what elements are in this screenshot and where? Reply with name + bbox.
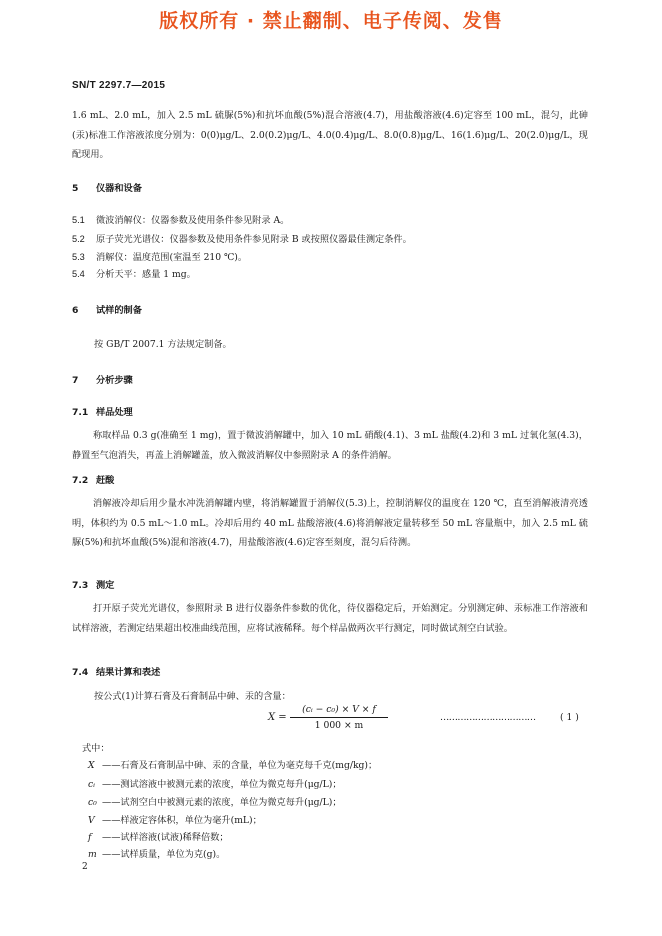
item-text: 分析天平：感量 1 mg。 xyxy=(96,269,196,280)
variable-desc: ——试剂空白中被测元素的浓度，单位为微克每升(μg/L)； xyxy=(102,797,342,808)
variable-symbol: X xyxy=(88,760,95,771)
section-7-3-heading xyxy=(72,577,114,591)
formula-fraction xyxy=(290,704,388,731)
section-number: 7.1 xyxy=(72,407,89,418)
section-7-1-heading xyxy=(72,404,133,418)
variable-desc: ——样液定容体积，单位为毫升(mL)； xyxy=(102,815,262,826)
variable-symbol: V xyxy=(88,815,95,826)
where-label: 式中： xyxy=(82,743,110,754)
item-5-2 xyxy=(72,231,412,245)
section-number: 6 xyxy=(72,305,79,316)
variable-row xyxy=(88,794,342,808)
section-title: 仪器和设备 xyxy=(96,183,142,194)
section-5-heading xyxy=(72,180,142,194)
section-7-2-text: 消解液冷却后用少量水冲洗消解罐内壁，将消解罐置于消解仪(5.3)上，控制消解仪的温度在 120 ℃，直至消解液清亮透明，体积约为 0.5 mL～1.0 mL。冷却后用约 40 mL 盐酸溶液(4.6)将消解液定量转移至 50 mL 容量瓶中，加入 2.5 mL 硫脲(5%)和抗坏血酸(5%)混和溶液(4.7)，用盐酸溶液(4.6)定容至刻度，混匀后待测。 xyxy=(72,498,588,548)
formula-lhs: X = xyxy=(268,712,287,723)
item-number: 5.4 xyxy=(72,269,85,279)
formula-number: ( 1 ) xyxy=(560,712,579,723)
item-text: 消解仪：温度范围(室温至 210 ℃)。 xyxy=(96,252,248,263)
formula-leader-dots: …………………………… xyxy=(440,712,536,723)
item-5-1 xyxy=(72,212,289,226)
section-number: 7.3 xyxy=(72,580,89,591)
section-number: 7.4 xyxy=(72,667,89,678)
section-title: 测定 xyxy=(96,580,115,591)
variable-desc: ——试样溶液(试液)稀释倍数； xyxy=(102,832,229,843)
variable-desc: ——试样质量，单位为克(g)。 xyxy=(102,849,226,860)
item-text: 原子荧光光谱仪：仪器参数及使用条件参见附录 B 或按照仪器最佳测定条件。 xyxy=(96,234,412,245)
variable-row xyxy=(88,776,342,790)
section-title: 赶酸 xyxy=(96,475,115,486)
item-5-3 xyxy=(72,249,247,263)
variable-row xyxy=(88,846,225,860)
variable-symbol: f xyxy=(88,832,92,843)
item-text: 微波消解仪：仪器参数及使用条件参见附录 A。 xyxy=(96,215,290,226)
variable-symbol: c₀ xyxy=(88,797,97,808)
item-number: 5.1 xyxy=(72,215,85,225)
item-5-4 xyxy=(72,266,196,280)
section-number: 7.2 xyxy=(72,475,89,486)
section-title: 试样的制备 xyxy=(96,305,142,316)
variable-row xyxy=(88,757,377,771)
section-title: 结果计算和表述 xyxy=(96,667,161,678)
intro-paragraph: 1.6 mL、2.0 mL，加入 2.5 mL 硫脲(5%)和抗坏血酸(5%)混合溶液(4.7)，用盐酸溶液(4.6)定容至 100 mL，混匀，此砷(汞)标准工作溶液浓度分别为：0(0)μg/L、2.0(0.2)μg/L、4.0(0.4)μg/L、8.0(0.8)μg/L、16(1.6)μg/L、20(2.0)μg/L，现配现用。 xyxy=(72,110,588,160)
variable-desc: ——石膏及石膏制品中砷、汞的含量，单位为毫克每千克(mg/kg)； xyxy=(102,760,378,771)
variable-row xyxy=(88,812,262,826)
variable-desc: ——测试溶液中被测元素的浓度，单位为微克每升(μg/L)； xyxy=(102,779,342,790)
section-title: 样品处理 xyxy=(96,407,133,418)
standard-code: SN/T 2297.7—2015 xyxy=(72,80,166,91)
section-7-heading xyxy=(72,372,133,386)
variable-symbol: cᵢ xyxy=(88,779,95,790)
section-7-4-heading xyxy=(72,664,160,678)
section-number: 5 xyxy=(72,183,79,194)
formula-denominator: 1 000 × m xyxy=(314,720,364,731)
item-number: 5.3 xyxy=(72,252,85,262)
variable-symbol: m xyxy=(88,849,97,860)
section-6-text: 按 GB/T 2007.1 方法规定制备。 xyxy=(94,339,232,350)
section-6-heading xyxy=(72,302,142,316)
watermark-banner: 版权所有 · 禁止翻制、电子传阅、发售 xyxy=(159,10,503,32)
section-7-1-text: 称取样品 0.3 g(准确至 1 mg)，置于微波消解罐中，加入 10 mL 硝酸(4.1)、3 mL 盐酸(4.2)和 3 mL 过氧化氢(4.3)，静置至气泡消失，再盖上消解罐盖，放入微波消解仪中参照附录 A 的条件消解。 xyxy=(72,430,588,461)
section-7-4-intro: 按公式(1)计算石膏及石膏制品中砷、汞的含量： xyxy=(94,691,291,702)
item-number: 5.2 xyxy=(72,234,85,244)
section-title: 分析步骤 xyxy=(96,375,133,386)
page-number: 2 xyxy=(82,862,88,872)
variable-row xyxy=(88,829,229,843)
formula-1 xyxy=(72,704,588,738)
formula-numerator: (cᵢ − c₀) × V × f xyxy=(290,704,388,718)
section-7-2-heading xyxy=(72,472,114,486)
section-number: 7 xyxy=(72,375,79,386)
section-7-3-text: 打开原子荧光光谱仪，参照附录 B 进行仪器条件参数的优化，待仪器稳定后，开始测定。分别测定砷、汞标准工作溶液和试样溶液，若测定结果超出校准曲线范围，应将试液稀释。每个样品做两次平行测定，同时做试剂空白试验。 xyxy=(72,603,588,634)
